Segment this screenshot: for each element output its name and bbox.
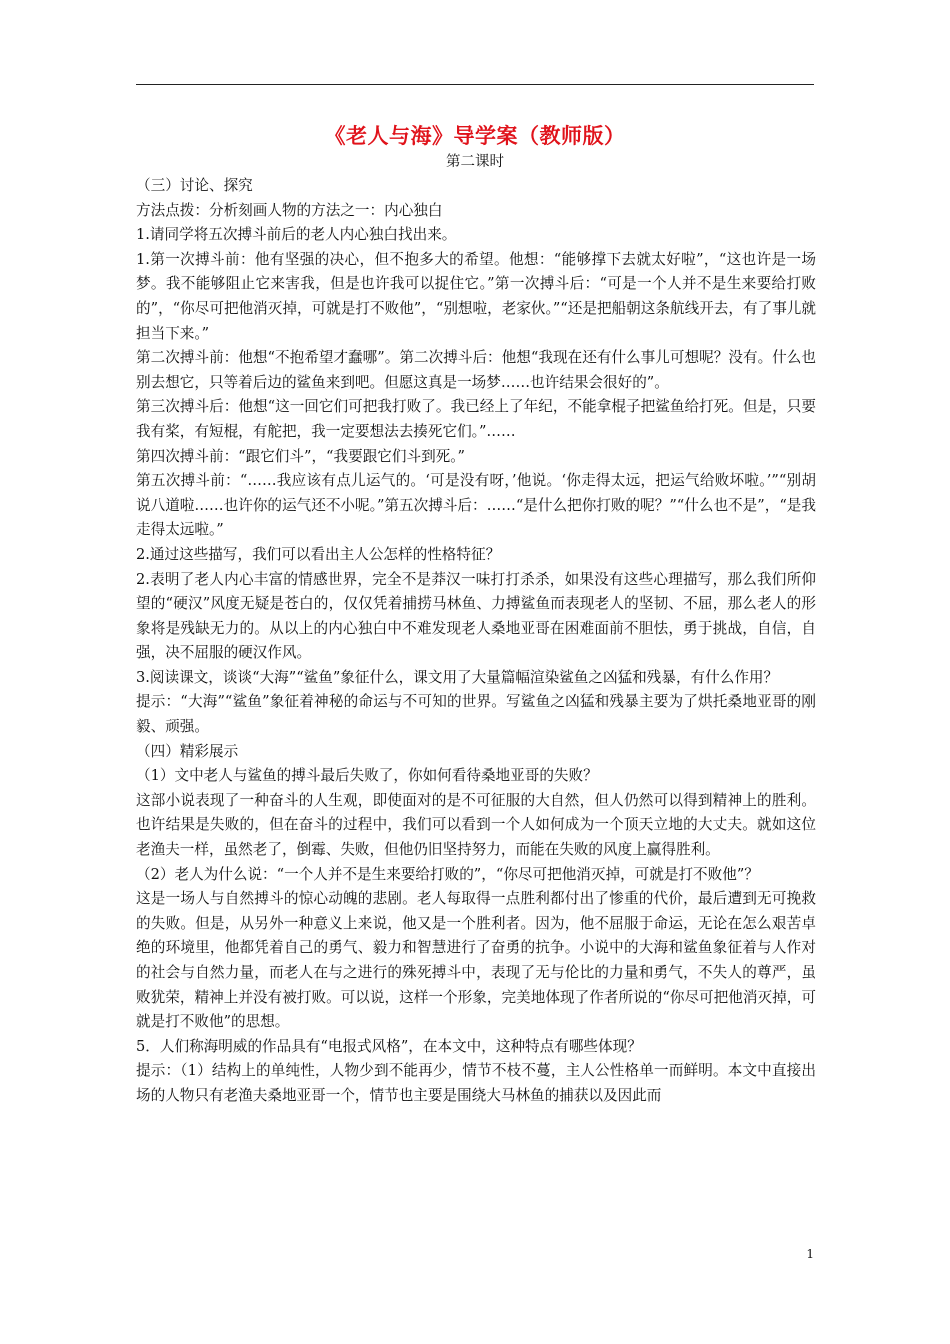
document-title: 《老人与海》导学案（教师版） <box>324 124 626 148</box>
header-rule <box>136 84 814 85</box>
showcase-question-1: （1）文中老人与鲨鱼的搏斗最后失败了，你如何看待桑地亚哥的失败？ <box>136 767 598 785</box>
showcase-answer-2: 这是一场人与自然搏斗的惊心动魄的悲剧。老人每取得一点胜利都付出了惨重的代价，最后遭到无可挽救的失败。但是，从另外一种意义上来说，他又是一个胜利者。因为，他不屈服于命运，无论在怎么艰苦卓绝的环境里，他都凭着自己的勇气、毅力和智慧进行了奋勇的抗争。小说中的大海和鲨鱼象征着与人作对的社会与自然力量，而老人在与之进行的殊死搏斗中，表现了无与伦比的力量和勇气，不失人的尊严，虽败犹荣，精神上并没有被打败。可以说，这样一个形象，完美地体现了作者所说的“你尽可把他消灭掉，可就是打不败他”的思想。 <box>136 890 816 1031</box>
answer-1-first-fight: 1.第一次搏斗前：他有坚强的决心，但不抱多大的希望。他想：“能够撑下去就太好啦”，“这也许是一场梦。我不能够阻止它来害我，但是也许我可以捉住它。”第一次搏斗后：“可是一个人并不是生来要给打败的”，“你尽可把他消灭掉，可就是打不败他”，“别想啦，老家伙。”“还是把船朝这条航线开去，有了事儿就担当下来。” <box>136 250 816 342</box>
question-5: 5．人们称海明威的作品具有“电报式风格”，在本文中，这种特点有哪些体现？ <box>136 1037 642 1055</box>
question-2: 2.通过这些描写，我们可以看出主人公怎样的性格特征？ <box>136 545 501 563</box>
answer-1-fifth-fight: 第五次搏斗前：“……我应该有点儿运气的。‘可是没有呀，’他说。‘你走得太远，把运气给败坏啦。’”“别胡说八道啦……也许你的运气还不小呢。”第五次搏斗后：……“是什么把你打败的呢？”“什么也不是”，“是我走得太远啦。” <box>136 472 816 539</box>
showcase-answer-1: 这部小说表现了一种奋斗的人生观，即使面对的是不可征服的大自然，但人仍然可以得到精神上的胜利。也许结果是失败的，但在奋斗的过程中，我们可以看到一个人如何成为一个顶天立地的大丈夫。就如这位老渔夫一样，虽然老了，倒霉、失败，但他仍旧坚持努力，而能在失败的风度上赢得胜利。 <box>136 791 816 859</box>
answer-1-third-fight: 第三次搏斗后：他想“这一回它们可把我打败了。我已经上了年纪，不能拿棍子把鲨鱼给打死。但是，只要我有桨，有短棍，有舵把，我一定要想法去揍死它们。”…… <box>136 398 816 440</box>
showcase-question-2: （2）老人为什么说：“一个人并不是生来要给打败的”，“你尽可把他消灭掉，可就是打不败他”？ <box>136 865 759 883</box>
answer-2: 2.表明了老人内心丰富的情感世界，完全不是莽汉一味打打杀杀，如果没有这些心理描写，那么我们所仰望的“硬汉”风度无疑是苍白的，仅仅凭着捕捞马林鱼、力搏鲨鱼而表现老人的坚韧、不屈，那么老人的形象将是残缺无力的。从以上的内心独白中不难发现老人桑地亚哥在困难面前不胆怯，勇于挑战，自信，自强，决不屈服的硬汉作风。 <box>136 570 816 662</box>
question-1: 1.请同学将五次搏斗前后的老人内心独白找出来。 <box>136 226 457 244</box>
page-number: 1 <box>806 1247 814 1261</box>
hint-5: 提示：（1）结构上的单纯性，人物少到不能再少，情节不枝不蔓，主人公性格单一而鲜明。本文中直接出场的人物只有老渔夫桑地亚哥一个，情节也主要是围绕大马林鱼的捕获以及因此而 <box>136 1062 816 1104</box>
answer-1-fourth-fight: 第四次搏斗前：“跟它们斗”，“我要跟它们斗到死。” <box>136 447 466 465</box>
lesson-subtitle: 第二课时 <box>446 154 504 170</box>
document-body <box>136 174 816 1109</box>
section-heading-discussion: （三）讨论、探究 <box>136 177 253 194</box>
answer-1-second-fight: 第二次搏斗前：他想“不抱希望才蠢哪”。第二次搏斗后：他想“我现在还有什么事儿可想呢？没有。什么也别去想它，只等着后边的鲨鱼来到吧。但愿这真是一场梦……也许结果会很好的”。 <box>136 349 816 391</box>
method-tip: 方法点拨：分析刻画人物的方法之一：内心独白 <box>136 201 443 219</box>
section-heading-showcase: （四）精彩展示 <box>136 742 239 760</box>
hint-3: 提示：“大海”“鲨鱼”象征着神秘的命运与不可知的世界。写鲨鱼之凶猛和残暴主要为了烘托桑地亚哥的刚毅、顽强。 <box>136 693 816 736</box>
question-3: 3.阅读课文，谈谈“大海”“鲨鱼”象征什么，课文用了大量篇幅渲染鲨鱼之凶猛和残暴，有什么作用？ <box>136 668 779 686</box>
